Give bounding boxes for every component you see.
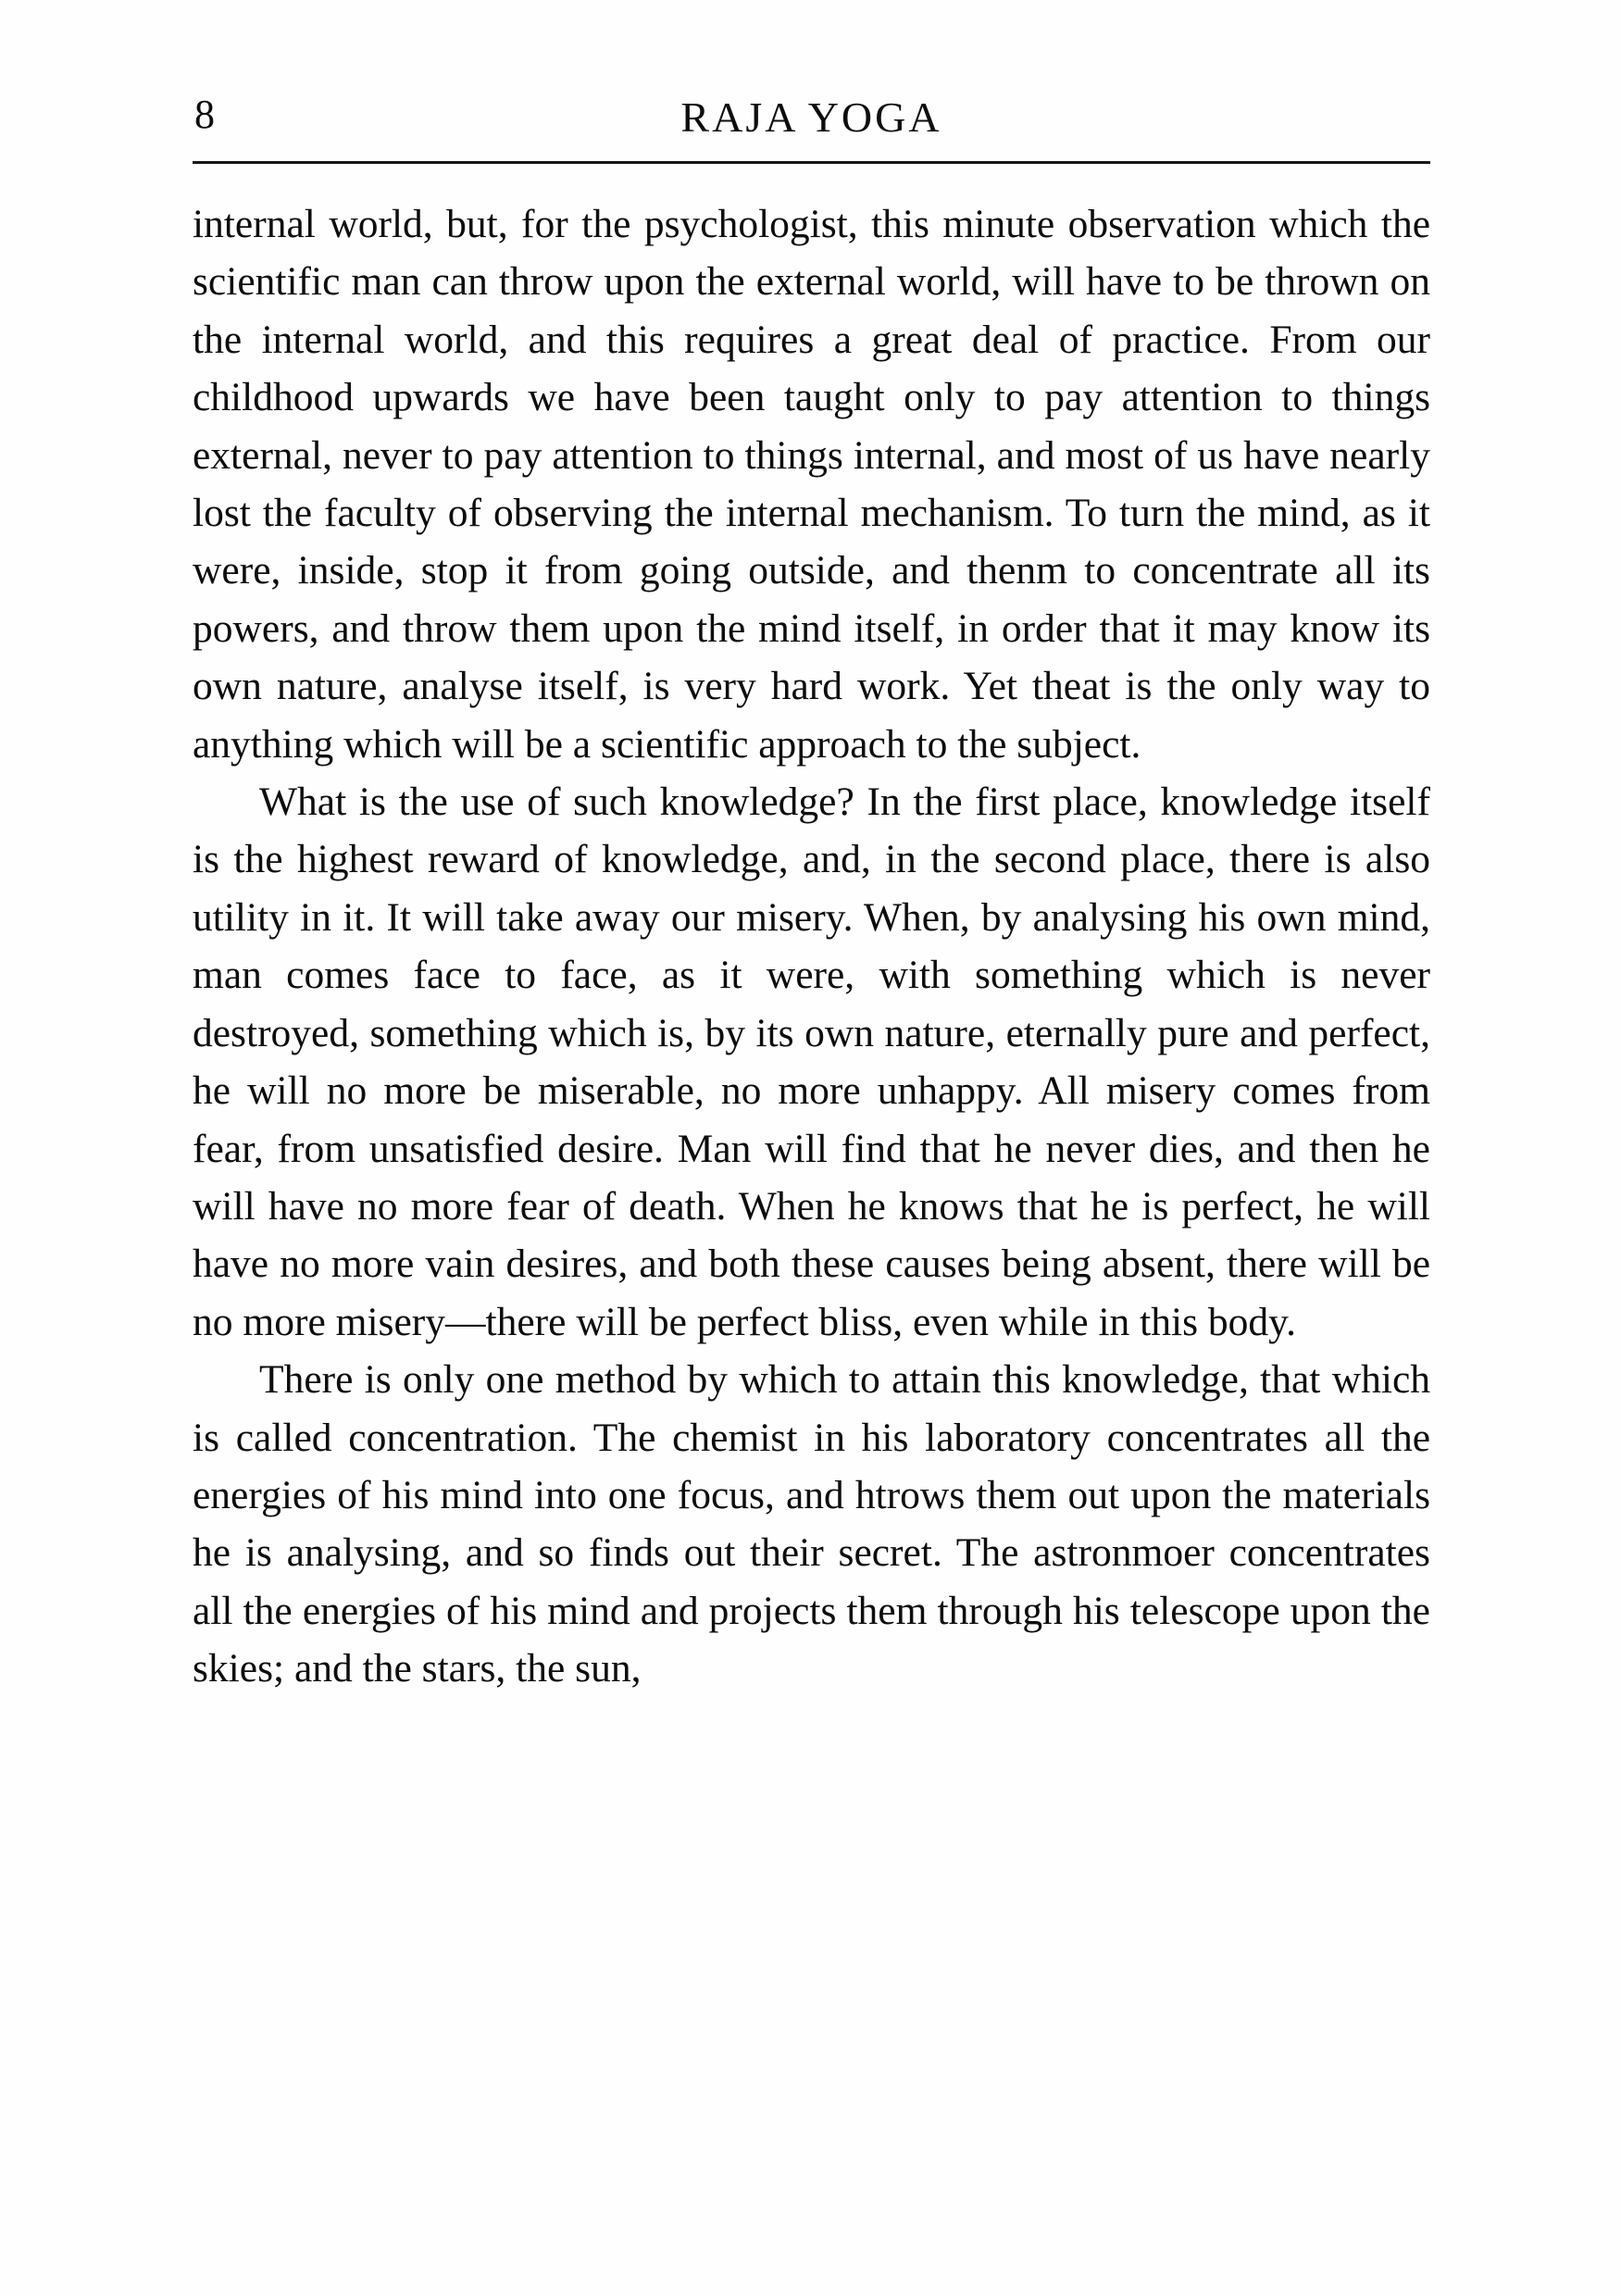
paragraph-1: internal world, but, for the psychologist, this minute observation which the scientific man can throw upon the external world, will have to be thrown on the internal world, and this requires a great deal of practice. From our childhood upwards we have been taught only to pay attention to things external, never to pay attention to things internal, and most of us have nearly lost the faculty of observing the internal mechanism. To turn the mind, as it were, inside, stop it from going outside, and thenm to concentrate all its powers, and throw them upon the mind itself, in order that it may know its own nature, analyse itself, is very hard work. Yet theat is the only way to anything which will be a scientific approach to the subject. (193, 202, 1430, 767)
paragraph-2: What is the use of such knowledge? In the first place, knowledge itself is the highest reward of knowledge, and, in the second place, there is also utility in it. It will take away our misery. When, by analysing his own mind, man comes face to face, as it were, with something which is never destroyed, something which is, by its own nature, eternally pure and perfect, he will no more be miserable, no more unhappy. All misery comes from fear, from unsatisfied desire. Man will find that he never dies, and then he will have no more fear of death. When he knows that he is perfect, he will have no more vain desires, and both these causes being absent, there will be no more misery—there will be perfect bliss, even while in this body. (193, 780, 1430, 1344)
paragraph-3: There is only one method by which to attain this knowledge, that which is called concentration. The chemist in his laboratory concentrates all the energies of his mind into one focus, and htrows them out upon the materials he is analysing, and so finds out their secret. The astronmoer concentrates all the energies of his mind and projects them through his telescope upon the skies; and the stars, the sun, (193, 1357, 1430, 1691)
page-title: RAJA YOGA (680, 94, 942, 141)
header-rule (193, 161, 1430, 164)
page-number: 8 (194, 92, 215, 137)
page-body (193, 195, 1430, 1698)
page-header (193, 93, 1430, 146)
